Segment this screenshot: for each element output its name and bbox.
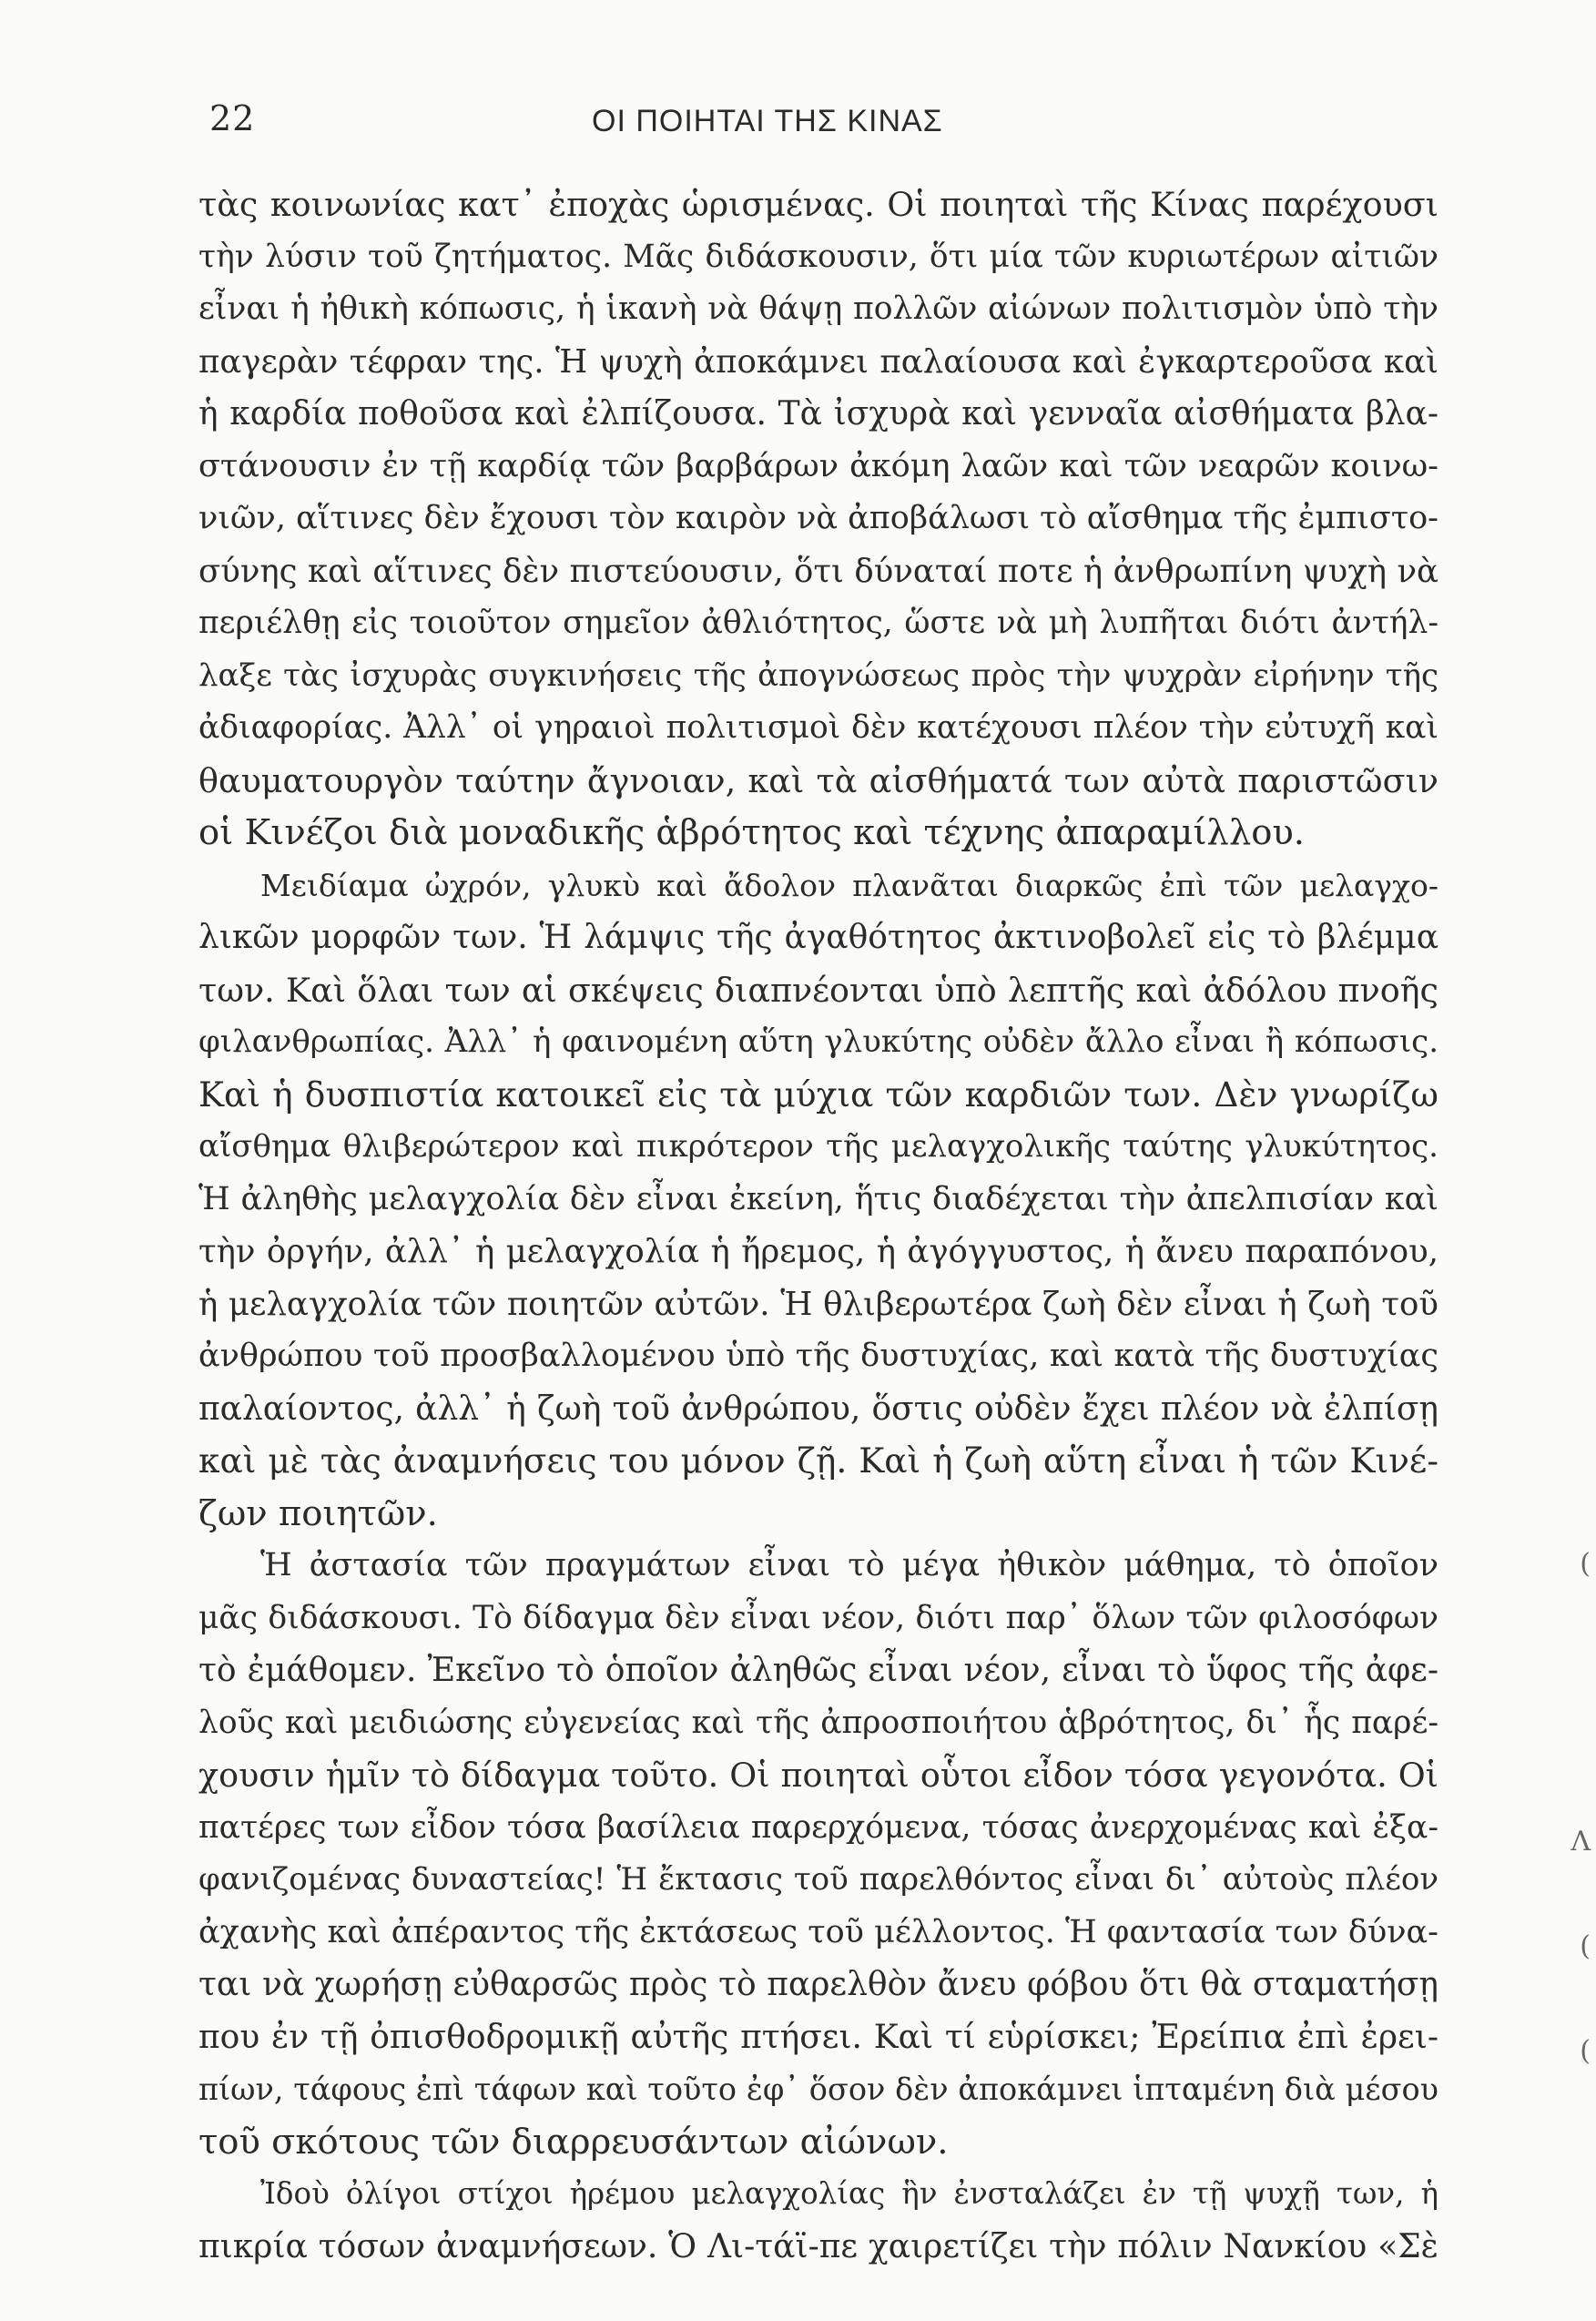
text-line: τοῦ σκότους τῶν διαρρευσάντων αἰώνων. <box>198 2121 949 2163</box>
text-line: πικρία τόσων ἀναμνήσεων. Ὁ Λι-τάϊ-πε χαιρετίζει τὴν πόλιν Νανκίου «Σὲ <box>198 2227 1438 2265</box>
text-line: αἴσθημα θλιβερώτερον καὶ πικρότερον τῆς μελαγχολικῆς ταύτης γλυκύτητος. <box>198 1128 1438 1165</box>
margin-mark: Λ <box>1571 1826 1591 1858</box>
text-line: οἱ Κινέζοι διὰ μοναδικῆς ἁβρότητος καὶ τέχνης ἀπαραμίλλου. <box>198 812 1306 853</box>
text-line: τὴν ὀργήν, ἀλλ᾽ ἡ μελαγχολία ἡ ἤρεμος, ἡ ἀγόγγυστος, ἡ ἄνευ παραπόνου, <box>198 1233 1438 1270</box>
text-line: σύνης καὶ αἵτινες δὲν πιστεύουσιν, ὅτι δύναταί ποτε ἡ ἀνθρωπίνη ψυχὴ νὰ <box>198 552 1438 590</box>
text-line: που ἐν τῇ ὀπισθοδρομικῇ αὐτῆς πτήσει. Καὶ τί εὑρίσκει; Ἐρείπια ἐπὶ ἐρει- <box>198 2018 1438 2056</box>
text-line: χουσιν ἡμῖν τὸ δίδαγμα τοῦτο. Οἱ ποιηταὶ οὗτοι εἶδον τόσα γεγονότα. Οἱ <box>198 1756 1438 1795</box>
text-line: μᾶς διδάσκουσι. Τὸ δίδαγμα δὲν εἶναι νέον, διότι παρ᾽ ὅλων τῶν φιλοσόφων <box>198 1599 1438 1636</box>
text-line: ἡ καρδία ποθοῦσα καὶ ἐλπίζουσα. Τὰ ἰσχυρὰ καὶ γενναῖα αἰσθήματα βλα- <box>198 395 1438 433</box>
margin-mark: ( <box>1580 1548 1591 1580</box>
text-line: λαξε τὰς ἰσχυρὰς συγκινήσεις τῆς ἀπογνώσεως πρὸς τὴν ψυχρὰν εἰρήνην τῆς <box>198 657 1438 694</box>
text-line: περιέλθῃ εἰς τοιοῦτον σημεῖον ἀθλιότητος, ὥστε νὰ μὴ λυπῆται διότι ἀντήλ- <box>198 605 1438 641</box>
margin-mark: ( <box>1580 1930 1591 1962</box>
text-line: ἀνθρώπου τοῦ προσβαλλομένου ὑπὸ τῆς δυστυχίας, καὶ κατὰ τῆς δυστυχίας <box>198 1338 1438 1374</box>
text-line: λικῶν μορφῶν των. Ἡ λάμψις τῆς ἀγαθότητος ἀκτινοβολεῖ εἰς τὸ βλέμμα <box>198 919 1438 956</box>
text-line: ζων ποιητῶν. <box>198 1492 438 1534</box>
text-line: εἶναι ἡ ἠθικὴ κόπωσις, ἡ ἱκανὴ νὰ θάψῃ πολλῶν αἰώνων πολιτισμὸν ὑπὸ τὴν <box>198 290 1438 327</box>
text-line: ἀχανὴς καὶ ἀπέραντος τῆς ἐκτάσεως τοῦ μέλλοντος. Ἡ φαντασία των δύνα- <box>198 1913 1438 1950</box>
text-line: λοῦς καὶ μειδιώσης εὐγενείας καὶ τῆς ἀπροσποιήτου ἁβρότητος, δι᾽ ἧς παρέ- <box>198 1704 1438 1741</box>
text-line: παλαίοντος, ἀλλ᾽ ἡ ζωὴ τοῦ ἀνθρώπου, ὅστις οὐδὲν ἔχει πλέον νὰ ἐλπίσῃ <box>198 1390 1438 1428</box>
text-line: θαυματουργὸν ταύτην ἄγνοιαν, καὶ τὰ αἰσθήματά των αὐτὰ παριστῶσιν <box>198 760 1438 800</box>
text-line: φιλανθρωπίας. Ἀλλ᾽ ἡ φαινομένη αὕτη γλυκύτης οὐδὲν ἄλλο εἶναι ἢ κόπωσις. <box>198 1023 1438 1060</box>
text-line: παγερὰν τέφραν της. Ἡ ψυχὴ ἀποκάμνει παλαίουσα καὶ ἐγκαρτεροῦσα καὶ <box>198 342 1438 381</box>
text-line: καὶ μὲ τὰς ἀναμνήσεις του μόνον ζῇ. Καὶ ἡ ζωὴ αὕτη εἶναι ἡ τῶν Κινέ- <box>198 1440 1438 1481</box>
running-title: ΟΙ ΠΟΙΗΤΑΙ ΤΗΣ ΚΙΝΑΣ <box>592 104 943 138</box>
margin-mark: ( <box>1580 2035 1591 2067</box>
body-text <box>198 178 1438 2273</box>
paragraph-first-line: Μειδίαμα ὠχρόν, γλυκὺ καὶ ἄδολον πλανᾶται διαρκῶς ἐπὶ τῶν μελαγχο- <box>260 867 1438 903</box>
text-line: των. Καὶ ὅλαι των αἱ σκέψεις διαπνέονται ὑπὸ λεπτῆς καὶ ἀδόλου πνοῆς <box>198 970 1438 1010</box>
paragraph-first-line: Ἰδοὺ ὀλίγοι στίχοι ἠρέμου μελαγχολίας ἣν ἐνσταλάζει ἐν τῇ ψυχῇ των, ἡ <box>260 2176 1438 2211</box>
text-line: φανιζομένας δυναστείας! Ἡ ἔκτασις τοῦ παρελθόντος εἶναι δι᾽ αὐτοὺς πλέον <box>198 1861 1438 1898</box>
text-line: ἀδιαφορίας. Ἀλλ᾽ οἱ γηραιοὶ πολιτισμοὶ δὲν κατέχουσι πλέον τὴν εὐτυχῆ καὶ <box>198 709 1438 746</box>
text-line: τὸ ἐμάθομεν. Ἐκεῖνο τὸ ὁποῖον ἀληθῶς εἶναι νέον, εἶναι τὸ ὕφος τῆς ἀφε- <box>198 1652 1438 1689</box>
text-line: πατέρες των εἶδον τόσα βασίλεια παρερχόμενα, τόσας ἀνερχομένας καὶ ἐξα- <box>198 1808 1438 1846</box>
text-line: νιῶν, αἵτινες δὲν ἔχουσι τὸν καιρὸν νὰ ἀποβάλωσι τὸ αἴσθημα τῆς ἐμπιστο- <box>198 500 1439 536</box>
text-line: πίων, τάφους ἐπὶ τάφων καὶ τοῦτο ἐφ᾽ ὅσον δὲν ἀποκάμνει ἱπταμένη διὰ μέσου <box>198 2072 1438 2107</box>
text-line: στάνουσιν ἐν τῇ καρδίᾳ τῶν βαρβάρων ἀκόμη λαῶν καὶ τῶν νεαρῶν κοινω- <box>198 447 1438 484</box>
text-line: τὰς κοινωνίας κατ᾽ ἐποχὰς ὡρισμένας. Οἱ ποιηταὶ τῆς Κίνας παρέχουσι <box>198 185 1438 224</box>
paragraph-first-line: Ἡ ἀστασία τῶν πραγμάτων εἶναι τὸ μέγα ἠθικὸν μάθημα, τὸ ὁποῖον <box>260 1547 1438 1583</box>
text-line: ἡ μελαγχολία τῶν ποιητῶν αὐτῶν. Ἡ θλιβερωτέρα ζωὴ δὲν εἶναι ἡ ζωὴ τοῦ <box>198 1285 1438 1323</box>
text-line: Καὶ ἡ δυσπιστία κατοικεῖ εἰς τὰ μύχια τῶν καρδιῶν των. Δὲν γνωρίζω <box>198 1074 1438 1115</box>
page-number: 22 <box>209 98 256 138</box>
text-line: Ἡ ἀληθὴς μελαγχολία δὲν εἶναι ἐκείνη, ἥτις διαδέχεται τὴν ἀπελπισίαν καὶ <box>198 1180 1438 1217</box>
text-line: ται νὰ χωρήσῃ εὐθαρσῶς πρὸς τὸ παρελθὸν ἄνευ φόβου ὅτι θὰ σταματήσῃ <box>198 1966 1438 2003</box>
text-line: τὴν λύσιν τοῦ ζητήματος. Μᾶς διδάσκουσιν, ὅτι μία τῶν κυριωτέρων αἰτιῶν <box>198 238 1438 275</box>
page-header <box>209 98 1457 153</box>
